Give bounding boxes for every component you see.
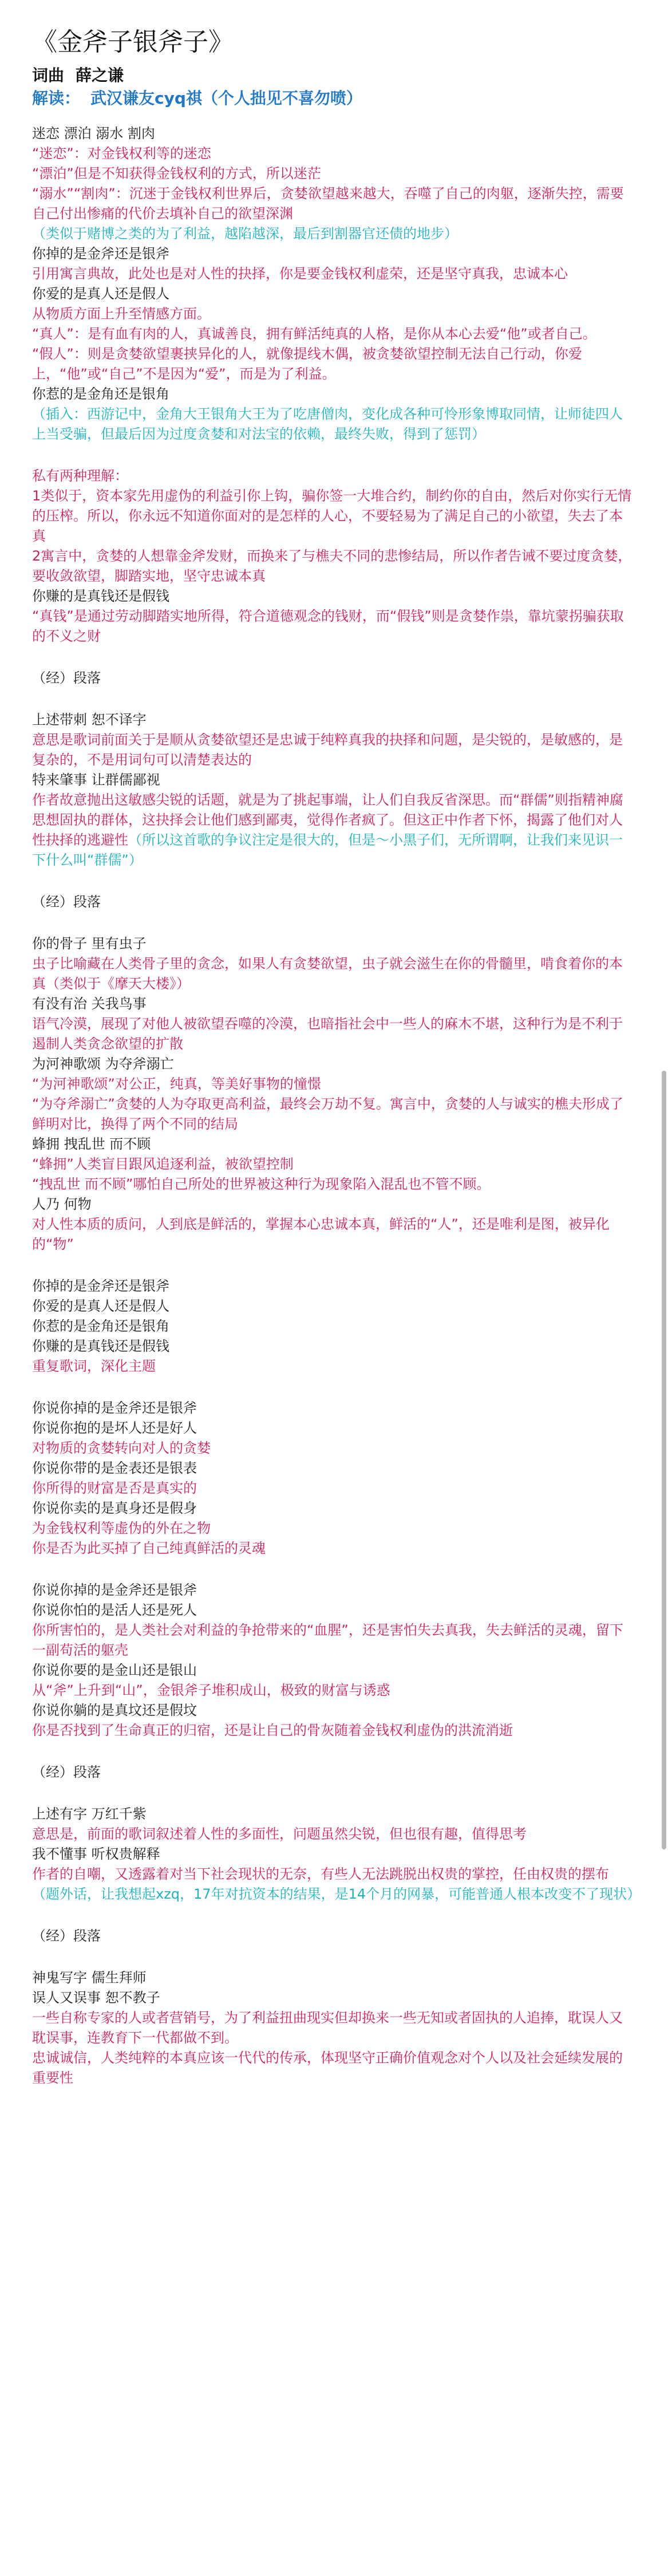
lyric-text: （经）段落 [32, 1764, 101, 1780]
lyric-text: 为河神歌颂 为夺斧溺亡 [32, 1056, 174, 1072]
text-line [32, 1539, 636, 1559]
text-line [32, 1356, 636, 1376]
lyric-text: 你说你抱的是坏人还是好人 [32, 1420, 197, 1436]
lyric-text: 你说你躺的是真坟还是假坟 [32, 1702, 197, 1718]
lyric-text: 迷恋 漂泊 溺水 割肉 [32, 125, 155, 141]
commentary-text: 你所害怕的，是人类社会对利益的争抢带来的“血腥”，还是害怕失去真我，失去鲜活的灵魂，留下一副苟活的躯壳 [32, 1622, 623, 1658]
lyric-text: 你说你要的是金山还是银山 [32, 1662, 197, 1678]
lyric-text: 有没有治 关我鸟事 [32, 996, 147, 1012]
aside-text: （插入：西游记中，金角大王银角大王为了吃唐僧肉，变化成各种可怜形象博取同情，让师徒四人上当受骗，但最后因为过度贪婪和对法宝的依赖，最终失败，得到了惩罚） [32, 406, 623, 442]
text-line [32, 1418, 636, 1438]
lyric-text: 误人又误事 恕不教子 [32, 1990, 160, 2006]
lyric-text: 神鬼写字 儒生拜师 [32, 1970, 147, 1986]
text-line [32, 1721, 636, 1741]
text-line [32, 2048, 636, 2088]
commentary-text: “蜂拥”人类盲目跟风追逐利益，被欲望控制 [32, 1156, 294, 1172]
lyric-text: 蜂拥 拽乱世 而不顾 [32, 1136, 151, 1152]
text-line [32, 1580, 636, 1600]
lyric-text: （经）段落 [32, 894, 101, 910]
blank-line [32, 1559, 636, 1580]
text-line [32, 264, 636, 284]
text-line [32, 1864, 641, 1904]
lyric-text: （经）段落 [32, 1928, 101, 1944]
text-line [32, 1194, 636, 1214]
aside-text: （类似于赌博之类的为了利益，越陷越深，最后到割器官还债的地步） [32, 226, 458, 242]
commentary-text: 引用寓言典故，此处也是对人性的抉择，你是要金钱权利虚荣，还是坚守真我，忠诚本心 [32, 266, 568, 282]
text-line [32, 1296, 636, 1316]
commentary-text: 对物质的贪婪转向对人的贪婪 [32, 1440, 211, 1456]
text-line [32, 954, 636, 994]
lyric-text: 你惹的是金角还是银角 [32, 1318, 169, 1334]
text-line [32, 1478, 636, 1498]
lyric-text: 你说你带的是金表还是银表 [32, 1460, 197, 1476]
credit-value: 薛之谦 [76, 66, 124, 85]
lyric-text: 你说你掉的是金斧还是银斧 [32, 1400, 197, 1416]
text-line [32, 304, 636, 324]
lyric-text: 你说你怕的是活人还是死人 [32, 1602, 197, 1618]
text-line [32, 1074, 636, 1094]
text-line [32, 586, 636, 606]
text-line [32, 466, 636, 486]
commentary-text: 作者故意抛出这敏感尖锐的话题，就是为了挑起事端，让人们自我反省深思。而“群儒”则指精神腐思想固执的群体，这抉择会让他们感到鄙夷，觉得作者疯了。但这正中作者下怀，揭露了他们对人性抉择的逃避性 [32, 792, 623, 848]
text-line [32, 730, 636, 770]
section-heading [32, 1926, 636, 1946]
text-line [32, 1680, 636, 1701]
text-line [32, 1336, 636, 1356]
text-line [32, 224, 636, 244]
text-line [32, 1398, 636, 1418]
lyric-text: 特来肇事 让群儒鄙视 [32, 772, 160, 788]
blank-line [32, 1782, 636, 1804]
annotator-label: 解读： [32, 89, 81, 108]
text-line [32, 1174, 636, 1194]
aside-text: （所以这首歌的争议注定是很大的，但是～小黑子们，无所谓啊，让我们来见识一下什么叫“群儒”） [32, 832, 623, 868]
text-line [32, 1988, 636, 2008]
lyric-text: 你说你掉的是金斧还是银斧 [32, 1582, 197, 1598]
text-line [32, 1154, 636, 1174]
blank-line [32, 688, 636, 710]
commentary-text: 为金钱权利等虚伪的外在之物 [32, 1520, 211, 1536]
text-line [32, 284, 636, 304]
commentary-text: 从“斧”上升到“山”，金银斧子堆积成山，极致的财富与诱惑 [32, 1682, 390, 1698]
text-line [32, 384, 636, 404]
text-line [32, 546, 636, 586]
commentary-text: 你所得的财富是否是真实的 [32, 1480, 197, 1496]
commentary-text: 重复歌词，深化主题 [32, 1358, 156, 1374]
commentary-text: 虫子比喻藏在人类骨子里的贪念，如果人有贪婪欲望，虫子就会滋生在你的骨髓里，啃食着你的本真（类似于《摩天大楼》） [32, 956, 623, 992]
commentary-text: 语气冷漠，展现了对他人被欲望吞噬的冷漠，也暗指社会中一些人的麻木不堪，这种行为是不利于遏制人类贪念欲望的扩散 [32, 1016, 623, 1052]
text-line [32, 934, 636, 954]
lyric-text: 你掉的是金斧还是银斧 [32, 246, 169, 262]
commentary-text: 从物质方面上升至情感方面。 [32, 306, 211, 322]
text-line [32, 1276, 636, 1296]
text-line [32, 486, 636, 546]
text-line [32, 404, 636, 444]
text-line [32, 1844, 636, 1864]
text-line [32, 790, 636, 870]
text-line [32, 1498, 636, 1518]
text-line [32, 1824, 636, 1844]
commentary-text: “漂泊”但是不知获得金钱权利的方式，所以迷茫 [32, 165, 321, 182]
text-line [32, 1316, 636, 1336]
commentary-text: “为夺斧溺亡”贪婪的人为夺取更高利益，最终会万劫不复。寓言中，贪婪的人与诚实的樵夫形成了鲜明对比，换得了两个不同的结局 [32, 1096, 623, 1132]
text-line [32, 1620, 636, 1660]
text-line [32, 606, 636, 646]
commentary-text: 意思是，前面的歌词叙述着人性的多面性，问题虽然尖锐，但也很有趣，值得思考 [32, 1826, 527, 1842]
commentary-text: “假人”：则是贪婪欲望裹挟异化的人，就像提线木偶，被贪婪欲望控制无法自己行动，你爱上，“他”或“自己”不是因为“爱”，而是为了利益。 [32, 346, 582, 382]
text-line [32, 1458, 636, 1478]
commentary-text: 私有两种理解： [32, 468, 128, 484]
commentary-text: “拽乱世 而不顾”哪怕自己所处的世界被这种行为现象陷入混乱也不管不顾。 [32, 1176, 491, 1192]
lyric-text: 你惹的是金角还是银角 [32, 386, 169, 402]
text-line [32, 124, 636, 144]
text-line [32, 184, 636, 224]
lyric-text: （经）段落 [32, 670, 101, 686]
text-line [32, 1518, 636, 1539]
lyrics-commentary [32, 124, 641, 2088]
lyric-text: 你的骨子 里有虫子 [32, 936, 147, 952]
lyric-text: 你赚的是真钱还是假钱 [32, 1338, 169, 1354]
text-line [32, 1701, 636, 1721]
text-line [32, 344, 636, 384]
page-title: 《金斧子银斧子》 [32, 27, 234, 57]
lyric-text: 你说你卖的是真身还是假身 [32, 1500, 197, 1516]
commentary-text: 对人性本质的质问，人到底是鲜活的，掌握本心忠诚本真，鲜活的“人”，还是唯利是图，被异化的“物” [32, 1216, 610, 1252]
text-line [32, 1094, 636, 1134]
text-line [32, 144, 636, 164]
blank-line [32, 1946, 636, 1968]
blank-line [32, 912, 636, 934]
blank-line [32, 1904, 636, 1926]
text-line [32, 1600, 636, 1620]
annotator-value: 武汉谦友cyq祺（个人拙见不喜勿喷） [90, 89, 362, 108]
lyric-text: 上述有字 万红千紫 [32, 1806, 147, 1822]
text-line [32, 1134, 636, 1154]
lyric-text: 你爱的是真人还是假人 [32, 1298, 169, 1314]
commentary-text: 你是否为此买掉了自己纯真鲜活的灵魂 [32, 1540, 266, 1556]
lyric-text: 你赚的是真钱还是假钱 [32, 588, 169, 604]
lyric-text: 我不懂事 听权贵解释 [32, 1846, 160, 1862]
commentary-text: 一些自称专家的人或者营销号，为了利益扭曲现实但却换来一些无知或者固执的人追捧，耽误人又耽误事，连教育下一代都做不到。 [32, 2010, 623, 2046]
commentary-text: 作者的自嘲，又透露着对当下社会现状的无奈，有些人无法跳脱出权贵的掌控，任由权贵的摆布 [32, 1866, 609, 1882]
credit-line [32, 64, 636, 87]
commentary-text: 2寓言中，贪婪的人想靠金斧发财，而换来了与樵夫不同的悲惨结局，所以作者告诫不要过度贪婪，要收敛欲望，脚踏实地，坚守忠诚本真 [32, 548, 632, 584]
text-line [32, 1014, 636, 1054]
commentary-text: “溺水”“割肉”：沉迷于金钱权利世界后，贪婪欲望越来越大，吞噬了自己的肉躯，逐渐失控，需要自己付出惨痛的代价去填补自己的欲望深渊 [32, 186, 624, 222]
text-line [32, 994, 636, 1014]
text-line [32, 710, 636, 730]
text-line [32, 770, 636, 790]
aside-text: （题外话，让我想起xzq，17年对抗资本的结果，是14个月的网暴，可能普通人根本改变不了现状） [32, 1886, 641, 1902]
text-line [32, 1054, 636, 1074]
text-line [32, 1804, 636, 1824]
commentary-text: “真钱”是通过劳动脚踏实地所得，符合道德观念的钱财，而“假钱”则是贪婪作祟，靠坑蒙拐骗获取的不义之财 [32, 608, 624, 644]
text-line [32, 324, 636, 344]
text-line [32, 1438, 636, 1458]
text-line [32, 1968, 636, 1988]
blank-line [32, 1741, 636, 1762]
text-line [32, 164, 636, 184]
blank-line [32, 1255, 636, 1276]
commentary-text: 忠诚诚信，人类纯粹的本真应该一代代的传承，体现坚守正确价值观念对个人以及社会延续发展的重要性 [32, 2050, 623, 2086]
text-line [32, 1660, 636, 1680]
commentary-text: “迷恋”：对金钱权利等的迷恋 [32, 145, 211, 161]
commentary-text: “真人”：是有血有肉的人，真诚善良，拥有鲜活纯真的人格，是你从本心去爱“他”或者自己。 [32, 326, 596, 342]
blank-line [32, 870, 636, 892]
credit-label: 词曲 [32, 66, 65, 85]
section-heading [32, 892, 636, 912]
text-line [32, 1214, 636, 1255]
lyric-text: 你掉的是金斧还是银斧 [32, 1278, 169, 1294]
lyric-text: 你爱的是真人还是假人 [32, 286, 169, 302]
lyric-text: 上述带刺 恕不译字 [32, 712, 147, 728]
blank-line [32, 646, 636, 668]
text-line [32, 244, 636, 264]
blank-line [32, 1376, 636, 1398]
scrollbar-thumb[interactable] [662, 1071, 666, 1849]
blank-line [32, 444, 636, 466]
commentary-text: 意思是歌词前面关于是顺从贪婪欲望还是忠诚于纯粹真我的抉择和问题，是尖锐的，是敏感的，是复杂的，不是用词句可以清楚表达的 [32, 732, 623, 768]
commentary-text: “为河神歌颂”对公正，纯真，等美好事物的憧憬 [32, 1076, 321, 1092]
commentary-text: 你是否找到了生命真正的归宿，还是让自己的骨灰随着金钱权利虚伪的洪流消逝 [32, 1722, 513, 1738]
section-heading [32, 668, 636, 688]
annotator-line [32, 87, 636, 110]
commentary-text: 1类似于，资本家先用虚伪的利益引你上钩，骗你签一大堆合约，制约你的自由，然后对你实行无情的压榨。所以，你永远不知道你面对的是怎样的人心，不要轻易为了满足自己的小欲望，失去了本真 [32, 488, 632, 544]
section-heading [32, 1762, 636, 1782]
lyric-text: 人乃 何物 [32, 1196, 92, 1212]
text-line [32, 2008, 636, 2048]
